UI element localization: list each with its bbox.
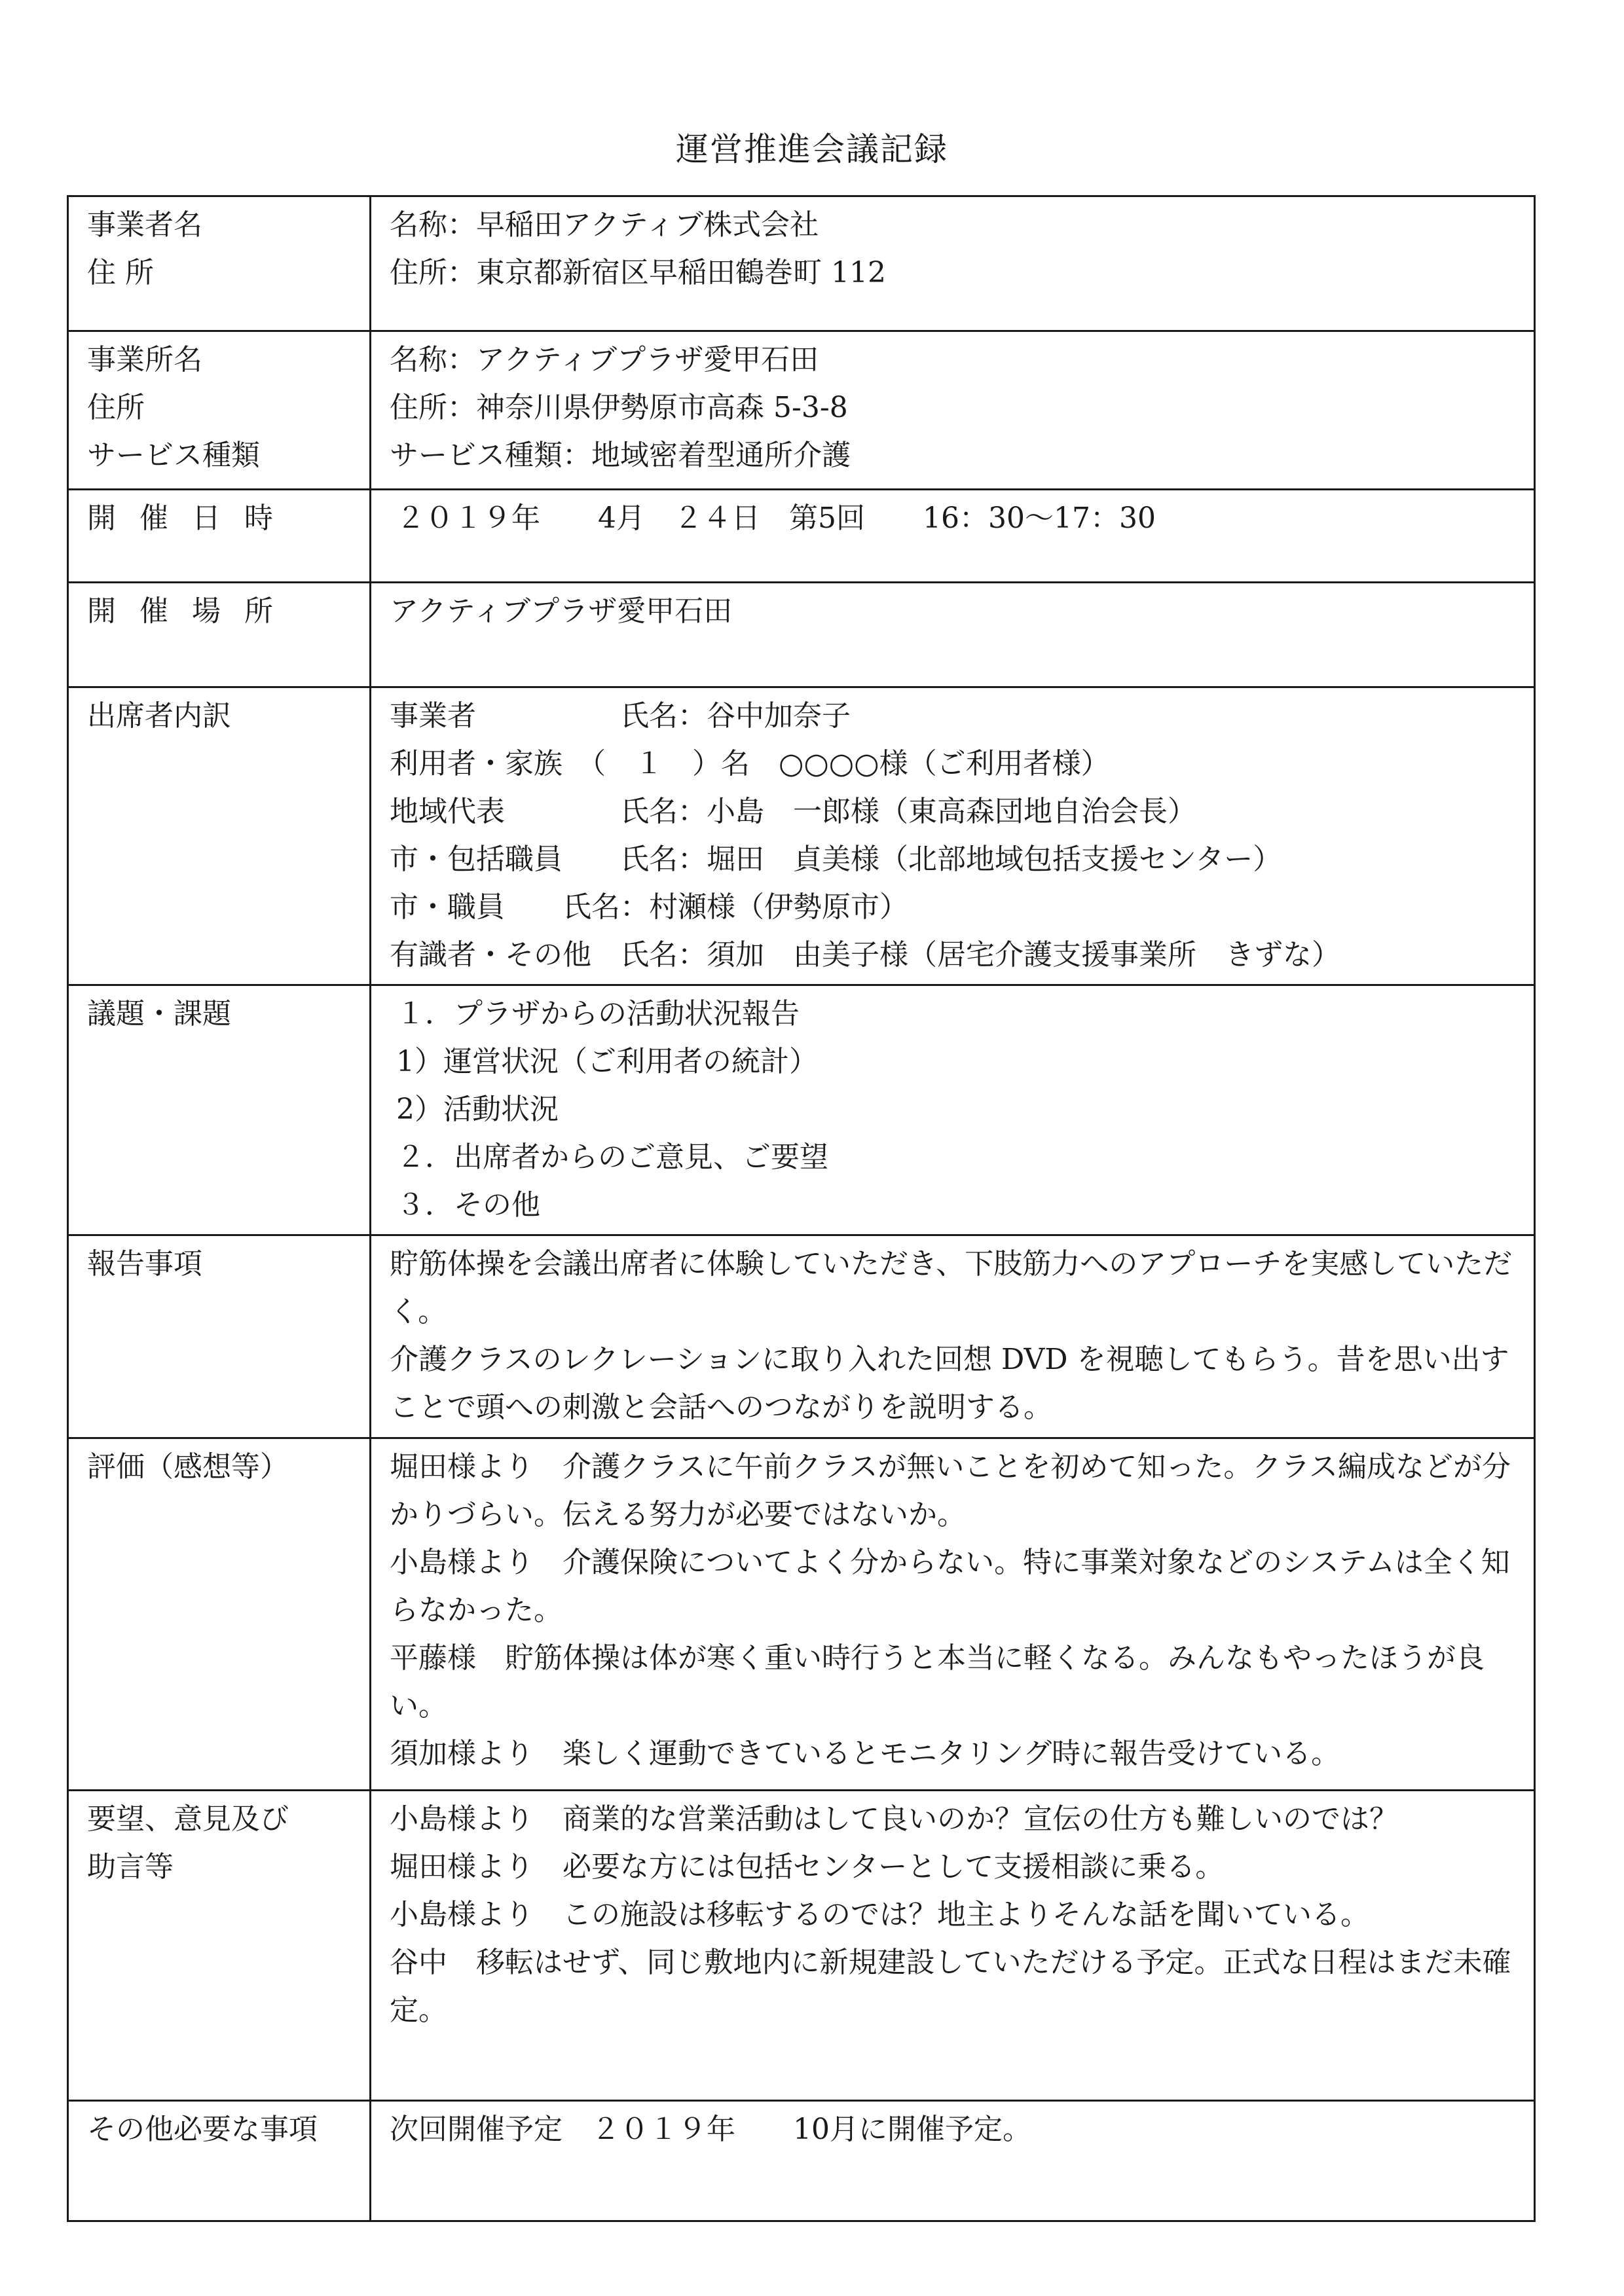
agenda-value-cell [371, 985, 1535, 1235]
row-attendees [68, 687, 1535, 985]
venue-label-cell [68, 583, 371, 687]
attendees-value-cell [371, 687, 1535, 985]
datetime-value-cell [371, 490, 1535, 583]
agenda-label-cell [68, 985, 371, 1235]
office-name-value: 名称：アクティブプラザ愛甲石田 [390, 343, 819, 376]
requests-label-line2: 助言等 [87, 1850, 174, 1884]
attendees-label-cell [68, 687, 371, 985]
evaluation-label-cell [68, 1438, 371, 1791]
other-value-cell [371, 2101, 1535, 2221]
datetime-label: 開催日時 [87, 501, 297, 535]
agenda-item: ３．その他 [396, 1188, 540, 1222]
venue-value-cell [371, 583, 1535, 687]
requests-paragraph: 堀田様より 必要な方には包括センターとして支援相談に乗る。 [390, 1850, 1225, 1884]
attendee-line-expert: 有識者・その他 氏名：須加 由美子様（居宅介護支援事業所 きずな） [390, 938, 1340, 972]
evaluation-paragraph: 小島様より 介護保険についてよく分からない。特に事業対象などのシステムは全く知らなかった。 [390, 1546, 1510, 1627]
agenda-item: 2）活動状況 [396, 1093, 559, 1126]
row-evaluation [68, 1438, 1535, 1791]
agenda-item: ２．出席者からのご意見、ご要望 [396, 1140, 828, 1174]
operator-address-label: 住 所 [87, 256, 154, 289]
requests-paragraph: 小島様より この施設は移転するのでは？地主よりそんな話を聞いている。 [390, 1898, 1369, 1931]
requests-label-line1: 要望、意見及び [87, 1802, 289, 1836]
other-value: 次回開催予定 ２０１９年 10月に開催予定。 [390, 2113, 1031, 2146]
agenda-item: 1）運営状況（ご利用者の統計） [396, 1045, 818, 1078]
venue-label: 開催場所 [87, 594, 297, 628]
agenda-label: 議題・課題 [87, 997, 231, 1030]
office-label-cell [68, 331, 371, 490]
office-service-label: サービス種類 [87, 439, 260, 472]
other-label-cell [68, 2101, 371, 2221]
row-datetime [68, 490, 1535, 583]
attendees-label: 出席者内訳 [87, 699, 231, 733]
office-address-label: 住所 [87, 391, 145, 424]
attendee-line-community: 地域代表 氏名：小島 一郎様（東高森団地自治会長） [390, 795, 1196, 828]
requests-value-cell [371, 1791, 1535, 2101]
row-report [68, 1235, 1535, 1438]
row-office [68, 331, 1535, 490]
report-label-cell [68, 1235, 371, 1438]
operator-address-value: 住所：東京都新宿区早稲田鶴巻町 112 [390, 256, 886, 289]
venue-value: アクティブプラザ愛甲石田 [390, 594, 733, 628]
operator-name-value: 名称：早稲田アクティブ株式会社 [390, 208, 819, 242]
office-value-cell [371, 331, 1535, 490]
row-requests [68, 1791, 1535, 2101]
evaluation-paragraph: 平藤様 貯筋体操は体が寒く重い時行うと本当に軽くなる。みんなもやったほうが良い。 [390, 1641, 1485, 1722]
row-agenda [68, 985, 1535, 1235]
document-title: 運営推進会議記録 [676, 130, 948, 168]
evaluation-value-cell [371, 1438, 1535, 1791]
datetime-label-cell [68, 490, 371, 583]
operator-name-label: 事業者名 [87, 208, 202, 242]
attendee-line-user-family: 利用者・家族 （ １ ）名 ○○○○様（ご利用者様） [390, 747, 1110, 780]
report-paragraph: 貯筋体操を会議出席者に体験していただき、下肢筋力へのアプローチを実感していただく。 [390, 1247, 1513, 1328]
requests-paragraph: 谷中 移転はせず、同じ敷地内に新規建設していただける予定。正式な日程はまだ未確定。 [390, 1946, 1511, 2027]
requests-paragraph: 小島様より 商業的な営業活動はして良いのか？宣伝の仕方も難しいのでは？ [390, 1802, 1398, 1836]
row-other [68, 2101, 1535, 2221]
office-service-value: サービス種類：地域密着型通所介護 [390, 439, 851, 472]
office-name-label: 事業所名 [87, 343, 202, 376]
meeting-record-table [67, 195, 1536, 2222]
attendee-line-city-staff: 市・職員 氏名：村瀬様（伊勢原市） [390, 890, 908, 924]
evaluation-paragraph: 堀田様より 介護クラスに午前クラスが無いことを初めて知った。クラス編成などが分かりづらい。伝える努力が必要ではないか。 [390, 1450, 1511, 1531]
operator-label-cell [68, 196, 371, 331]
report-paragraph: 介護クラスのレクレーションに取り入れた回想 DVD を視聴してもらう。昔を思い出すことで頭への刺激と会話へのつながりを説明する。 [390, 1343, 1509, 1424]
attendee-line-city-support: 市・包括職員 氏名：堀田 貞美様（北部地域包括支援センター） [390, 843, 1282, 876]
report-label: 報告事項 [87, 1247, 202, 1281]
other-label: その他必要な事項 [87, 2113, 318, 2146]
agenda-item: １．プラザからの活動状況報告 [396, 997, 800, 1030]
report-value-cell [371, 1235, 1535, 1438]
operator-value-cell [371, 196, 1535, 331]
requests-label-cell [68, 1791, 371, 2101]
datetime-value: ２０１９年 4月 ２４日 第5回 16：30～17：30 [396, 501, 1156, 535]
office-address-value: 住所：神奈川県伊勢原市高森 5-3-8 [390, 391, 848, 424]
evaluation-paragraph: 須加様より 楽しく運動できているとモニタリング時に報告受けている。 [390, 1737, 1340, 1770]
row-operator [68, 196, 1535, 331]
evaluation-label: 評価（感想等） [87, 1450, 289, 1484]
row-venue [68, 583, 1535, 687]
attendee-line-operator: 事業者 氏名：谷中加奈子 [390, 699, 851, 733]
